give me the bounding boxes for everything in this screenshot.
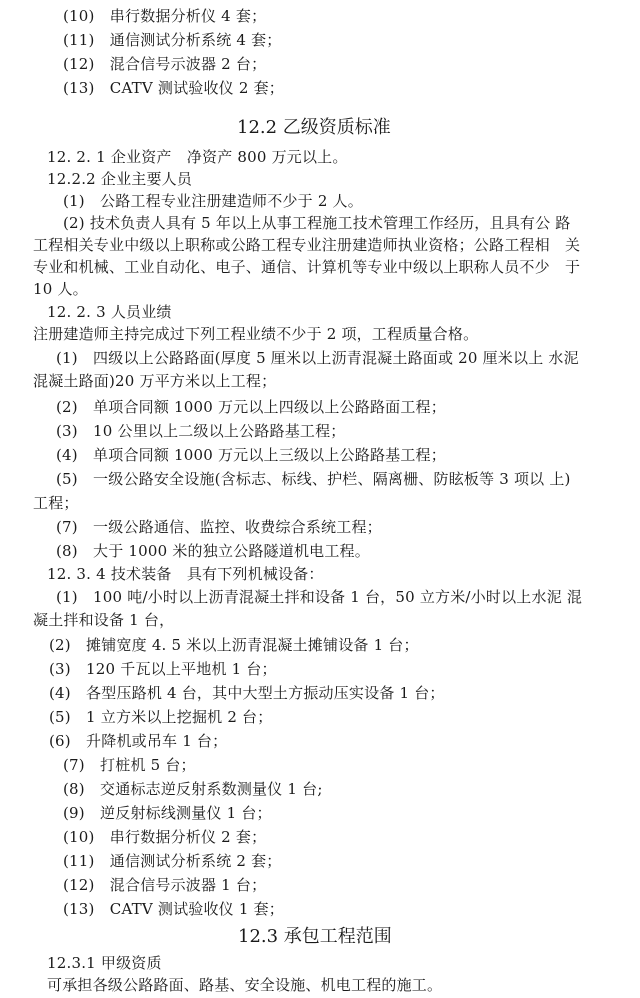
list-item: (8) 大于 1000 米的独立公路隧道机电工程。 <box>56 542 370 560</box>
paragraph-line: 10 人。 <box>33 280 88 298</box>
paragraph-line: 专业和机械、工业自动化、电子、通信、计算机等专业中级以上职称人员不少 于 <box>33 258 581 276</box>
list-item: (13) CATV 测试验收仪 1 套； <box>63 900 284 918</box>
list-item: (12) 混合信号示波器 2 台； <box>63 55 267 73</box>
subsection-title: 12. 2. 3 人员业绩 <box>47 303 172 321</box>
paragraph-line: 工程相关专业中级以上职称或公路工程专业注册建造师执业资格；公路工程相 关 <box>33 236 581 254</box>
list-item: (4) 单项合同额 1000 万元以上三级以上公路路基工程； <box>56 446 446 464</box>
list-item: (1) 四级以上公路路面(厚度 5 厘米以上沥青混凝土路面或 20 厘米以上 水泥 <box>56 349 579 367</box>
list-item-continuation: 混凝土路面)20 万平方米以上工程； <box>33 372 277 390</box>
list-item: (13) CATV 测试验收仪 2 套； <box>63 79 284 97</box>
list-item: (8) 交通标志逆反射系数测量仪 1 台; <box>63 780 323 798</box>
list-item: (2) 单项合同额 1000 万元以上四级以上公路路面工程； <box>56 398 446 416</box>
list-item: (4) 各型压路机 4 台，其中大型土方振动压实设备 1 台； <box>49 684 445 702</box>
list-item: (3) 10 公里以上二级以上公路路基工程； <box>56 422 346 440</box>
paragraph: 12. 2. 1 企业资产 净资产 800 万元以上。 <box>47 148 348 166</box>
list-item: (2) 摊铺宽度 4. 5 米以上沥青混凝土摊铺设备 1 台； <box>49 636 419 654</box>
list-item-continuation: 工程； <box>33 494 79 512</box>
list-item: (6) 升降机或吊车 1 台； <box>49 732 228 750</box>
subsection-title: 12.3.1 甲级资质 <box>47 954 162 972</box>
list-item: (3) 120 千瓦以上平地机 1 台； <box>49 660 277 678</box>
paragraph: 注册建造师主持完成过下列工程业绩不少于 2 项，工程质量合格。 <box>33 325 479 343</box>
list-item: (5) 一级公路安全设施(含标志、标线、护栏、隔离栅、防眩板等 3 项以 上) <box>56 470 571 488</box>
list-item: (11) 通信测试分析系统 2 套； <box>63 852 282 870</box>
list-item: (10) 串行数据分析仪 2 套； <box>63 828 267 846</box>
list-item: (7) 打桩机 5 台； <box>63 756 196 774</box>
section-heading: 12.2 乙级资质标准 <box>237 117 391 138</box>
list-item: (5) 1 立方米以上挖掘机 2 台； <box>49 708 273 726</box>
list-item: (1) 100 吨/小时以上沥青混凝土拌和设备 1 台，50 立方米/小时以上水泥 混 <box>56 588 583 606</box>
list-item-continuation: 凝土拌和设备 1 台， <box>33 611 175 629</box>
list-item: (10) 串行数据分析仪 4 套； <box>63 7 267 25</box>
list-item: (7) 一级公路通信、监控、收费综合系统工程； <box>56 518 382 536</box>
list-item: (12) 混合信号示波器 1 台； <box>63 876 267 894</box>
paragraph: 可承担各级公路路面、路基、安全设施、机电工程的施工。 <box>47 976 443 994</box>
list-item: (11) 通信测试分析系统 4 套； <box>63 31 282 49</box>
list-item: (9) 逆反射标线测量仪 1 台； <box>63 804 272 822</box>
list-item: (1) 公路工程专业注册建造师不少于 2 人。 <box>63 192 363 210</box>
subsection-title: 12. 3. 4 技术装备 具有下列机械设备： <box>47 565 324 583</box>
subsection-title: 12.2.2 企业主要人员 <box>47 170 193 188</box>
section-heading: 12.3 承包工程范围 <box>238 926 392 947</box>
paragraph-line: (2) 技术负责人具有 5 年以上从事工程施工技术管理工作经历，且具有公 路 <box>63 214 571 232</box>
